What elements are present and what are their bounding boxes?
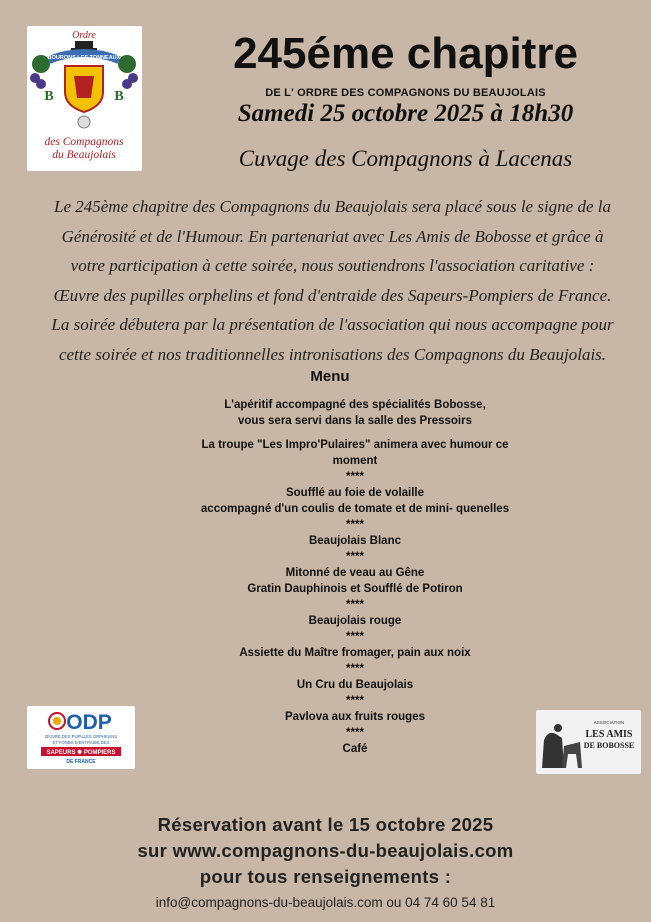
contact-line: info@compagnons-du-beaujolais.com ou 04 74 60 54 81 — [155, 895, 496, 910]
logo-top-text: Ordre — [72, 30, 96, 41]
menu-course: Mitonné de veau au Gêne Gratin Dauphinois et Soufflé de Potiron — [247, 567, 463, 595]
menu-aperitif: L'apéritif accompagné des spécialités Bobosse, vous sera servi dans la salle des Pressoirs — [224, 399, 486, 427]
logo-banner-text: BOURONS LES TONNEAUX — [47, 55, 121, 61]
event-date: Samedi 25 octobre 2025 à 18h30 — [237, 100, 574, 127]
intro-line: La soirée débutera par la présentation de l'association qui nous accompagne pour — [51, 315, 614, 334]
logo-bottom-line2: du Beaujolais — [52, 149, 116, 161]
amis-bobosse-logo — [536, 710, 641, 774]
compagnons-logo — [27, 26, 142, 171]
menu-separator: **** — [346, 631, 364, 643]
intro-paragraph — [20, 192, 645, 369]
menu-course: Beaujolais Blanc — [308, 535, 402, 547]
page-subtitle: DE L' ORDRE DES COMPAGNONS DU BEAUJOLAIS — [265, 87, 546, 99]
menu-separator: **** — [346, 519, 364, 531]
menu-troupe: La troupe "Les Impro'Pulaires" animera avec humour ce moment — [201, 439, 509, 467]
odp-logo — [27, 706, 135, 769]
odp-line3: DE FRANCE — [66, 759, 96, 765]
odp-letters: ODP — [66, 711, 112, 734]
odp-line1: ŒUVRE DES PUPILLES ORPHELINS — [44, 734, 118, 739]
intro-line: cette soirée et nos traditionnelles intronisations des Compagnons du Beaujolais. — [58, 344, 607, 364]
amis-small-text: ASSOCIATION — [593, 720, 625, 725]
menu-course: Un Cru du Beaujolais — [296, 679, 414, 691]
menu-course: Assiette du Maître fromager, pain aux noix — [239, 647, 471, 659]
menu-course: Pavlova aux fruits rouges — [285, 711, 425, 723]
amis-line2: DE BOBOSSE — [583, 741, 635, 750]
website-line: sur www.compagnons-du-beaujolais.com — [137, 840, 514, 861]
menu-title: Menu — [310, 368, 350, 385]
menu-course: Soufflé au foie de volaille accompagné d'un coulis de tomate et de mini- quenelles — [200, 487, 510, 515]
menu-separator: **** — [346, 695, 364, 707]
intro-line: votre participation à cette soirée, nous soutiendrons l'association caritative : — [70, 256, 595, 275]
footer — [0, 812, 651, 914]
intro-line: Le 245ème chapitre des Compagnons du Beaujolais sera placé sous le signe de la — [54, 197, 611, 216]
menu — [150, 367, 560, 757]
amis-line1: LES AMIS — [585, 729, 633, 740]
info-label: pour tous renseignements : — [199, 866, 452, 887]
logo-left-letter: B — [44, 89, 54, 104]
odp-banner: SAPEURS ✹ POMPIERS — [46, 750, 116, 756]
event-venue: Cuvage des Compagnons à Lacenas — [238, 146, 573, 171]
menu-separator: **** — [346, 551, 364, 563]
reservation-deadline: Réservation avant le 15 octobre 2025 — [157, 814, 494, 835]
menu-separator: **** — [346, 599, 364, 611]
odp-line2: ET FONDS D'ENTRAIDE DES — [52, 740, 110, 745]
menu-separator: **** — [346, 471, 364, 483]
intro-line: Générosité et de l'Humour. En partenariat avec Les Amis de Bobosse et grâce à — [61, 226, 604, 246]
logo-right-letter: B — [114, 89, 124, 104]
intro-line: Œuvre des pupilles orphelins et fond d'entraide des Sapeurs-Pompiers de France. — [53, 285, 612, 305]
menu-course: Café — [342, 743, 368, 755]
page-title: 245éme chapitre — [233, 29, 578, 78]
menu-separator: **** — [346, 663, 364, 675]
menu-course: Beaujolais rouge — [308, 615, 402, 627]
menu-separator: **** — [346, 727, 364, 739]
logo-bottom-line1: des Compagnons — [44, 136, 124, 148]
